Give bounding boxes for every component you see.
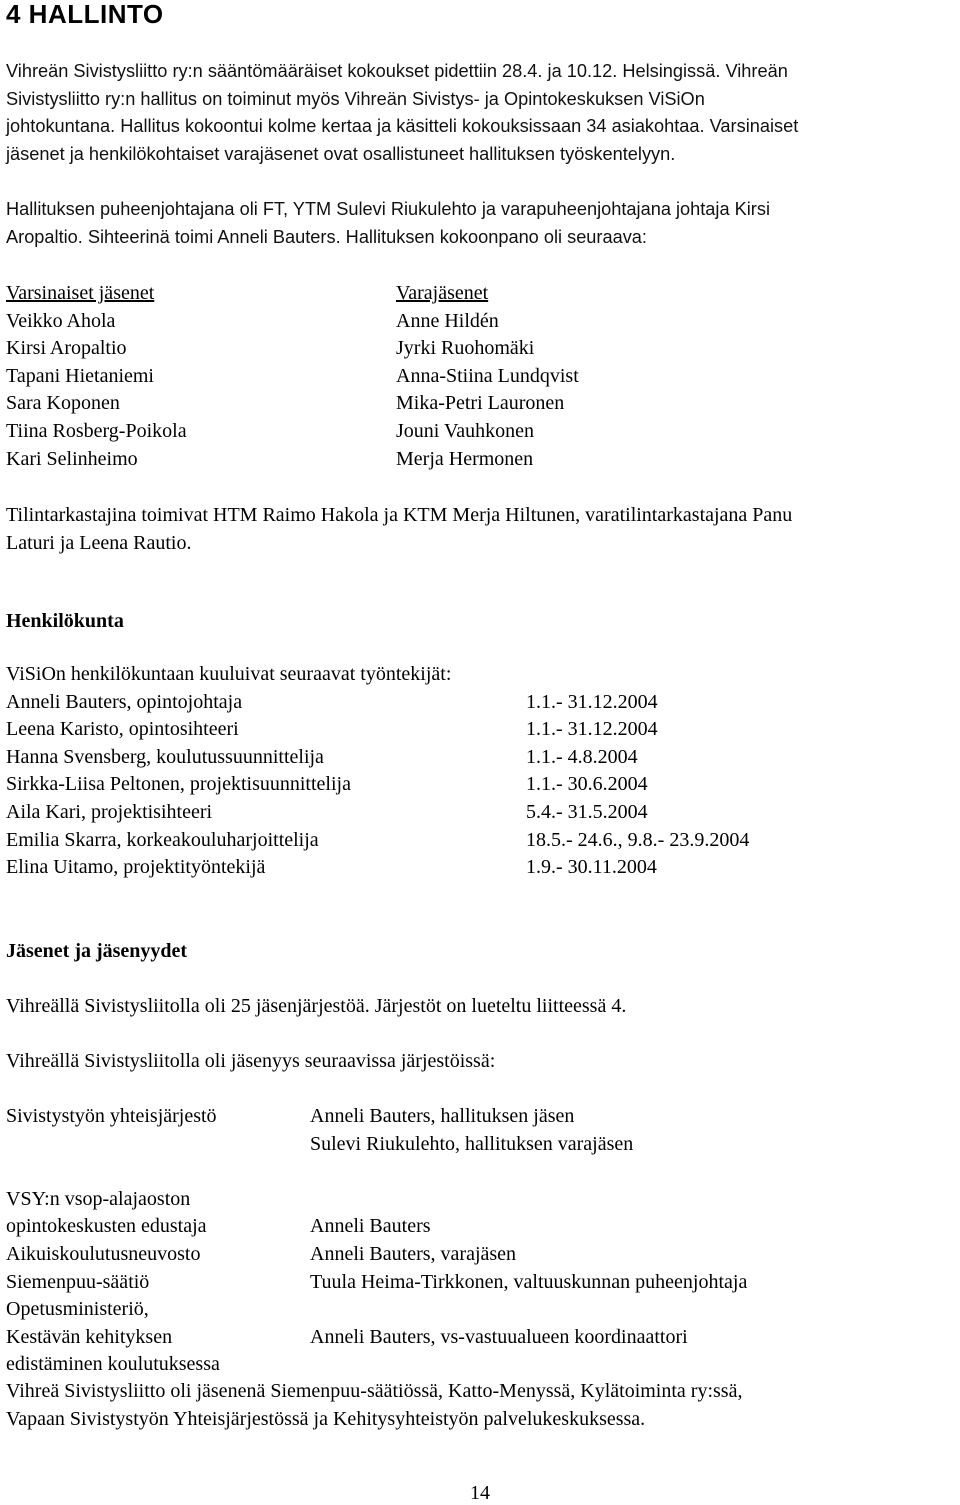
- membership-para1-block: [6, 993, 954, 1021]
- membership-para2-block: [6, 1048, 954, 1076]
- staff-period: 1.9.- 30.11.2004: [526, 856, 657, 879]
- staff-name: Sirkka-Liisa Peltonen, projektisuunnittelija: [6, 773, 351, 796]
- membership-heading: Jäsenet ja jäsenyydet: [6, 940, 188, 962]
- org-row: [6, 1269, 954, 1297]
- staff-period: 5.4.- 31.5.2004: [526, 800, 648, 823]
- org-name: [6, 1269, 310, 1297]
- staff-name: Anneli Bauters, opintojohtaja: [6, 690, 243, 713]
- org-name-line: Sivistystyön yhteisjärjestö: [6, 1105, 217, 1127]
- intro-paragraph: [6, 58, 954, 168]
- staff-name: Elina Uitamo, projektityöntekijä: [6, 856, 266, 879]
- org-name: [6, 1103, 310, 1158]
- staff-name: Emilia Skarra, korkeakouluharjoittelija: [6, 828, 319, 851]
- deputy-name: Jouni Vauhkonen: [396, 419, 534, 442]
- members-heading: Varsinaiset jäsenet: [6, 282, 155, 304]
- staff-row: [6, 744, 954, 772]
- deputy-name: Mika-Petri Lauronen: [396, 392, 565, 415]
- deputies-heading: Varajäsenet: [396, 282, 489, 304]
- org-rep-line: Anneli Bauters, hallituksen jäsen: [310, 1105, 575, 1127]
- org-name: [6, 1241, 310, 1269]
- org-name-line: Siemenpuu-säätiö: [6, 1270, 150, 1293]
- org-row: [6, 1241, 954, 1269]
- deputy-name: Jyrki Ruohomäki: [396, 337, 535, 360]
- staff-period: 1.1.- 4.8.2004: [526, 745, 638, 768]
- deputy-name: Anne Hildén: [396, 309, 499, 332]
- org-name-line: opintokeskusten edustaja: [6, 1215, 207, 1238]
- auditors-line: Laturi ja Leena Rautio.: [6, 531, 192, 554]
- staff-heading: Henkilökunta: [6, 610, 124, 632]
- org-name-line: edistäminen koulutuksessa: [6, 1353, 220, 1376]
- org-rep-line: [310, 1351, 688, 1379]
- staff-list: [6, 661, 954, 882]
- org-rep: [310, 1103, 633, 1158]
- member-name: Kari Selinheimo: [6, 447, 138, 470]
- org-name-line: VSY:n vsop-alajaoston: [6, 1187, 191, 1210]
- org-rep-line: [310, 1296, 688, 1324]
- intro-line: jäsenet ja henkilökohtaiset varajäsenet ovat osallistuneet hallituksen työskentelyyn.: [6, 143, 676, 164]
- intro-line: johtokuntana. Hallitus kokoontui kolme kertaa ja käsitteli kokouksissaan 34 asiakohtaa. Varsinaiset: [6, 116, 799, 137]
- closing-line: Vapaan Sivistystyön Yhteisjärjestössä ja Kehitysyhteistyön palvelukeskuksessa.: [6, 1407, 646, 1430]
- staff-row: [6, 799, 954, 827]
- org-rep-line: Anneli Bauters: [310, 1215, 431, 1238]
- org-name-line: [6, 1131, 310, 1159]
- org-name-line: Kestävän kehityksen: [6, 1325, 173, 1348]
- section-heading: 4 HALLINTO: [6, 0, 164, 29]
- org-rep: [310, 1186, 431, 1241]
- org-row: [6, 1186, 954, 1241]
- intro-line: Sivistysliitto ry:n hallitus on toiminut myös Vihreän Sivistys- ja Opintokeskuksen ViSiOn: [6, 88, 705, 109]
- chair-paragraph: [6, 196, 954, 251]
- auditors-line: Tilintarkastajina toimivat HTM Raimo Hakola ja KTM Merja Hiltunen, varatilintarkastajana Panu: [6, 504, 793, 526]
- staff-period: 18.5.- 24.6., 9.8.- 23.9.2004: [526, 828, 750, 851]
- member-name: Tapani Hietaniemi: [6, 364, 154, 387]
- board-deputies-column: [396, 280, 579, 473]
- closing-line: Vihreä Sivistysliitto oli jäsenenä Siemenpuu-säätiössä, Katto-Menyssä, Kylätoiminta ry:ssä,: [6, 1380, 743, 1402]
- membership-heading-block: [6, 938, 954, 966]
- org-name-line: Aikuiskoulutusneuvosto: [6, 1242, 201, 1265]
- org-rep: [310, 1269, 747, 1297]
- org-row: [6, 1103, 954, 1158]
- org-row: [6, 1296, 954, 1379]
- staff-intro: ViSiOn henkilökuntaan kuuluivat seuraavat työntekijät:: [6, 663, 452, 685]
- org-rep: [310, 1296, 688, 1379]
- org-rep-line: Anneli Bauters, varajäsen: [310, 1242, 517, 1265]
- deputy-name: Anna-Stiina Lundqvist: [396, 364, 579, 387]
- staff-row: [6, 827, 954, 855]
- chair-line: Hallituksen puheenjohtajana oli FT, YTM Sulevi Riukulehto ja varapuheenjohtajana johtaja Kirsi: [6, 199, 770, 219]
- staff-row: [6, 854, 954, 882]
- staff-section: [6, 608, 954, 636]
- membership-para2: Vihreällä Sivistysliitolla oli jäsenyys seuraavissa järjestöissä:: [6, 1050, 496, 1072]
- chair-line: Aropaltio. Sihteerinä toimi Anneli Bauters. Hallituksen kokoonpano oli seuraava:: [6, 226, 647, 247]
- org-rep: [310, 1241, 516, 1269]
- board-members-column: [6, 280, 396, 473]
- staff-period: 1.1.- 30.6.2004: [526, 773, 648, 796]
- org-name: [6, 1296, 310, 1379]
- staff-row: [6, 771, 954, 799]
- deputy-name: Merja Hermonen: [396, 447, 534, 470]
- org-name-line: Opetusministeriö,: [6, 1298, 149, 1321]
- intro-line: Vihreän Sivistysliitto ry:n sääntömääräiset kokoukset pidettiin 28.4. ja 10.12. Helsingissä. Vihreän: [6, 61, 788, 81]
- staff-row: [6, 716, 954, 744]
- member-name: Tiina Rosberg-Poikola: [6, 419, 187, 442]
- staff-row: [6, 689, 954, 717]
- org-rep-line: Sulevi Riukulehto, hallituksen varajäsen: [310, 1132, 634, 1155]
- staff-period: 1.1.- 31.12.2004: [526, 718, 658, 741]
- auditors-paragraph: [6, 502, 954, 557]
- board-table: [6, 280, 954, 473]
- member-name: Kirsi Aropaltio: [6, 337, 127, 360]
- org-rep-line: [310, 1186, 431, 1214]
- membership-para1: Vihreällä Sivistysliitolla oli 25 jäsenjärjestöä. Järjestöt on lueteltu liitteessä 4.: [6, 995, 627, 1017]
- membership-org-table: [6, 1103, 954, 1379]
- closing-paragraph: [6, 1378, 954, 1433]
- staff-name: Leena Karisto, opintosihteeri: [6, 718, 239, 741]
- member-name: Veikko Ahola: [6, 309, 116, 332]
- staff-period: 1.1.- 31.12.2004: [526, 690, 658, 713]
- org-rep-line: Tuula Heima-Tirkkonen, valtuuskunnan puheenjohtaja: [310, 1270, 748, 1293]
- staff-name: Aila Kari, projektisihteeri: [6, 800, 213, 823]
- page-number: 14: [470, 1482, 490, 1504]
- staff-name: Hanna Svensberg, koulutussuunnittelija: [6, 745, 324, 768]
- org-name: [6, 1186, 310, 1241]
- member-name: Sara Koponen: [6, 392, 120, 415]
- org-rep-line: Anneli Bauters, vs-vastuualueen koordinaattori: [310, 1325, 688, 1348]
